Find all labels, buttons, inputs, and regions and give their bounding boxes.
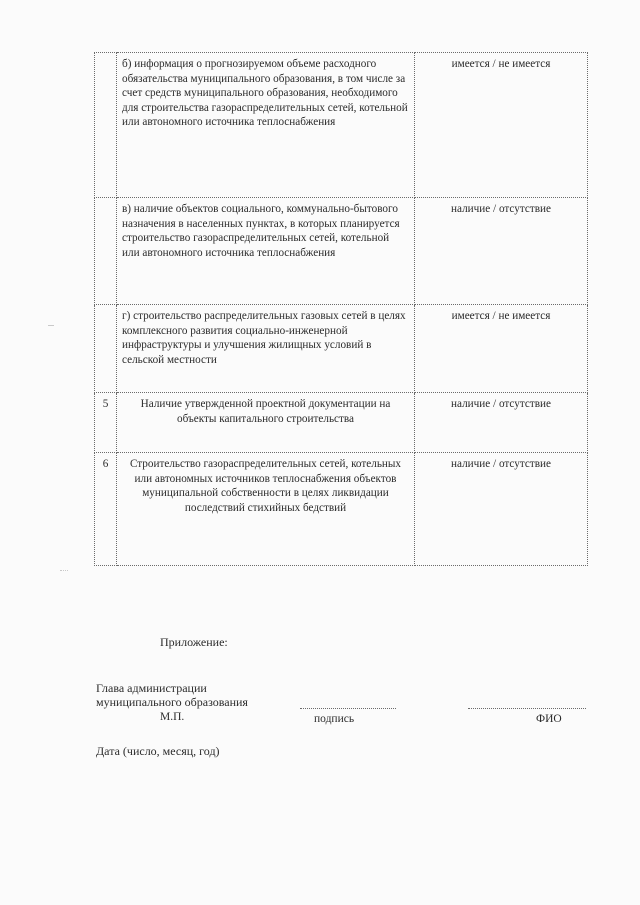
criteria-table [94,52,588,566]
date-label: Дата (число, месяц, год) [96,744,220,758]
scan-artifact [60,570,68,572]
row-value: имеется / не имеется [415,53,588,198]
row-number: 5 [95,393,117,453]
row-description: Наличие утвержденной проектной документации на объекты капитального строительства [117,393,415,453]
signature-title-line1: Глава администрации [96,681,207,695]
row-number [95,305,117,393]
signature-title-line2: муниципального образования [96,695,248,709]
row-value: наличие / отсутствие [415,453,588,566]
table-row [95,305,588,393]
row-value: наличие / отсутствие [415,393,588,453]
signature-line [300,708,396,709]
row-number [95,198,117,305]
appendix-label: Приложение: [160,635,228,649]
row-description: в) наличие объектов социального, коммунально-бытового назначения в населенных пунктах, в которых планируется строительство газораспределительных сетей, котельной или автономного источника теплоснабжения [117,198,415,305]
row-number [95,53,117,198]
table-row [95,198,588,305]
name-caption: ФИО [536,713,562,725]
row-description: Строительство газораспределительных сетей, котельных или автономных источников теплоснабжения объектов муниципальной собственности в целях ликвидации последствий стихийных бедствий [117,453,415,566]
row-number: 6 [95,453,117,566]
sign-caption: подпись [314,713,355,725]
table-row [95,453,588,566]
table-row [95,393,588,453]
row-value: наличие / отсутствие [415,198,588,305]
row-value: имеется / не имеется [415,305,588,393]
row-description: б) информация о прогнозируемом объеме расходного обязательства муниципального образования, в том числе за счет средств муниципального образования, необходимого для строительства газораспределительных сетей, котельной или автономного источника теплоснабжения [117,53,415,198]
table-row [95,53,588,198]
name-line [468,708,586,709]
stamp-label: М.П. [160,711,185,723]
scan-artifact [48,325,54,327]
row-description: г) строительство распределительных газовых сетей в целях комплексного развития социально-инженерной инфраструктуры и улучшения жилищных условий в сельской местности [117,305,415,393]
signature-title [96,681,248,709]
